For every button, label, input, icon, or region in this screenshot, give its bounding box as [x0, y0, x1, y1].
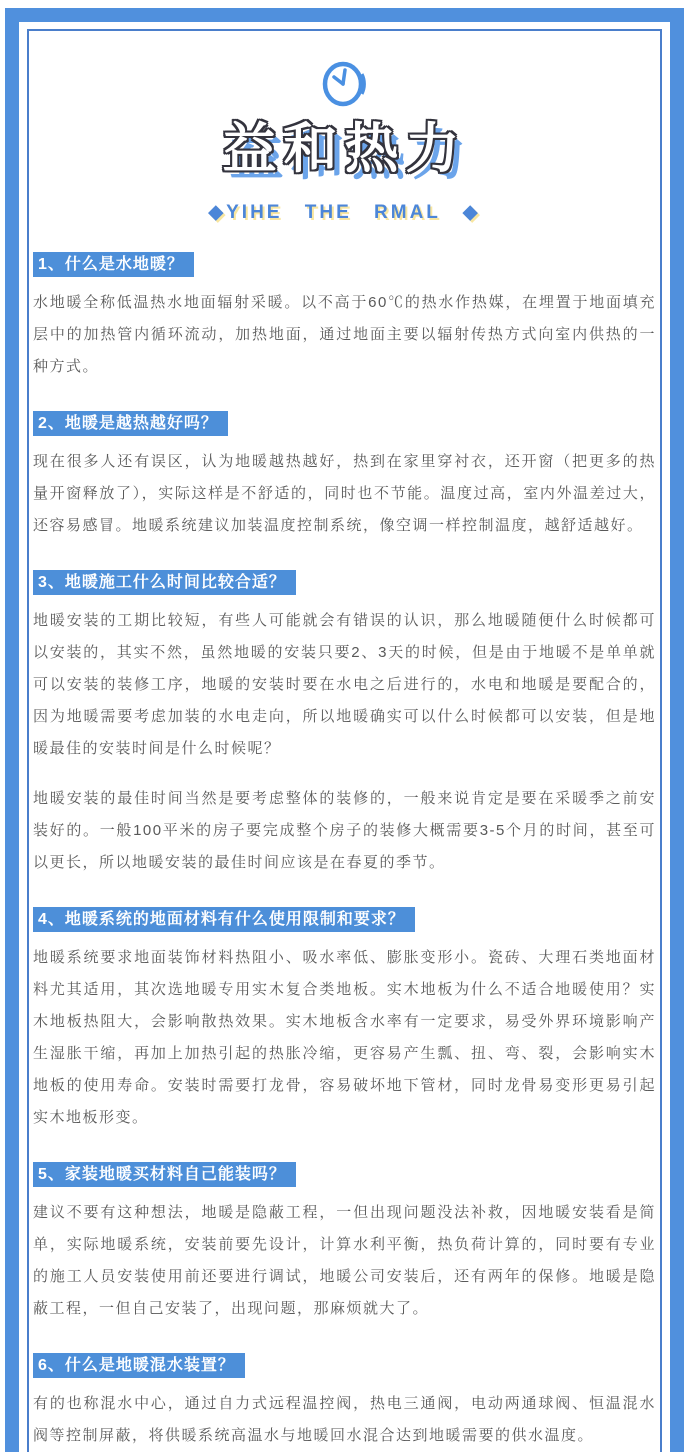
question-heading-6: 6、什么是地暖混水装置？ [33, 1353, 245, 1378]
question-heading-3: 3、地暖施工什么时间比较合适？ [33, 570, 296, 595]
question-heading-5: 5、家装地暖买材料自己能装吗？ [33, 1162, 296, 1187]
answer-paragraph: 有的也称混水中心，通过自力式远程温控阀，热电三通阀，电动两通球阀、恒温混水阀等控制屏蔽，将供暖系统高温水与地暖回水混合达到地暖需要的供水温度。 [33, 1395, 656, 1444]
faq-section-2 [33, 411, 656, 542]
faq-section-5 [33, 1162, 656, 1325]
answer-paragraph: 水地暖全称低温热水地面辐射采暖。以不高于60℃的热水作热媒，在埋置于地面填充层中的加热管内循环流动，加热地面，通过地面主要以辐射传热方式向室内供热的一种方式。 [33, 294, 656, 375]
faq-section-1 [33, 252, 656, 383]
clock-icon [320, 98, 370, 115]
answer-paragraph: 地暖安装的最佳时间当然是要考虑整体的装修的，一般来说肯定是要在采暖季之前安装好的。一般100平米的房子要完成整个房子的装修大概需要3-5个月的时间，甚至可以更长，所以地暖安装的最佳时间应该是在春夏的季节。 [33, 790, 656, 871]
faq-section-3 [33, 570, 656, 879]
answer-paragraph: 建议不要有这种想法，地暖是隐蔽工程，一但出现问题没法补救，因地暖安装看是简单，实际地暖系统，安装前要先设计，计算水利平衡，热负荷计算的，同时要有专业的施工人员安装使用前还要进行调试，地暖公司安装后，还有两年的保修。地暖是隐蔽工程，一但自己安装了，出现问题，那麻烦就大了。 [33, 1204, 656, 1317]
question-heading-4: 4、地暖系统的地面材料有什么使用限制和要求？ [33, 907, 415, 932]
answer-paragraph: 地暖系统要求地面装饰材料热阻小、吸水率低、膨胀变形小。瓷砖、大理石类地面材料尤其适用，其次选地暖专用实木复合类地板。实木地板为什么不适合地暖使用？实木地板热阻大，会影响散热效果。实木地板含水率有一定要求，易受外界环境影响产生湿胀干缩，再加上加热引起的热胀冷缩，更容易产生瓢、扭、弯、裂，会影响实木地板的使用寿命。安装时需要打龙骨，容易破坏地下管材，同时龙骨易变形更易引起实木地板形变。 [33, 949, 656, 1126]
brand-subtitle: ◆YIHE THE RMAL ◆ [208, 202, 481, 223]
faq-section-6 [33, 1353, 656, 1452]
faq-section-4 [33, 907, 656, 1134]
header-icon-wrap [33, 57, 656, 116]
question-heading-2: 2、地暖是越热越好吗？ [33, 411, 228, 436]
question-heading-1: 1、什么是水地暖？ [33, 252, 194, 277]
answer-paragraph: 地暖安装的工期比较短，有些人可能就会有错误的认识，那么地暖随便什么时候都可以安装的，其实不然，虽然地暖的安装只要2、3天的时候，但是由于地暖不是单单就可以安装的装修工序，地暖的安装时要在水电之后进行的，水电和地暖是要配合的，因为地暖需要考虑加装的水电走向，所以地暖确实可以什么时候都可以安装，但是地暖最佳的安装时间是什么时候呢？ [33, 612, 656, 757]
content-box [27, 29, 662, 1452]
brand-title: 益和热力 [222, 119, 467, 179]
answer-paragraph: 现在很多人还有误区，认为地暖越热越好，热到在家里穿衬衣，还开窗（把更多的热量开窗释放了），实际这样是不舒适的，同时也不节能。温度过高，室内外温差过大，还容易感冒。地暖系统建议加装温度控制系统，像空调一样控制温度，越舒适越好。 [33, 453, 656, 534]
